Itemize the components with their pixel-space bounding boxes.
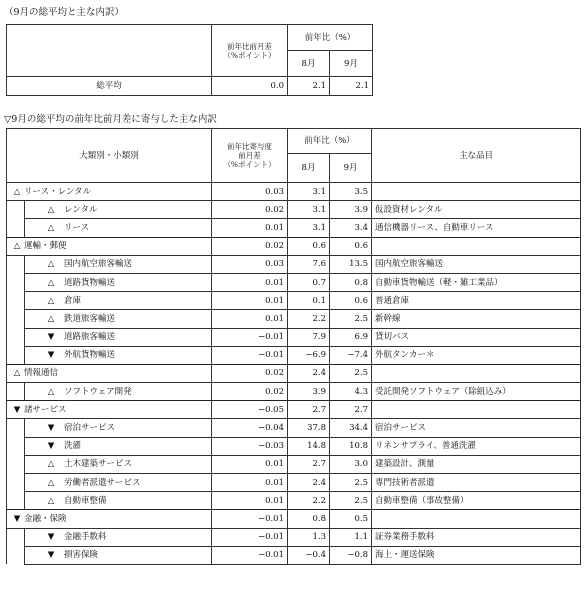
subcategory-row	[7, 328, 581, 346]
category-cell	[7, 183, 212, 201]
direction-mark: ▼	[47, 550, 55, 561]
header-diff: 前年比前月差 （%ポイント）	[212, 25, 288, 77]
contrib-value: 0.02	[212, 201, 288, 219]
sep-value: 4.3	[330, 383, 372, 401]
direction-mark: △	[47, 259, 55, 270]
category-cell	[7, 237, 212, 255]
direction-mark: ▼	[13, 404, 21, 415]
contrib-value: 0.03	[212, 255, 288, 273]
direction-mark: △	[47, 277, 55, 288]
subcategory-row	[7, 292, 581, 310]
subcategory-label: 倉庫	[64, 295, 82, 306]
main-items: 専門技術者派遣	[372, 474, 581, 492]
subcategory-cell	[25, 346, 212, 364]
sep-value: −7.4	[330, 346, 372, 364]
direction-mark: ▼	[47, 423, 55, 434]
header-contrib: 前年比寄与度 前月差 （%ポイント）	[212, 129, 288, 183]
subcategory-cell	[25, 255, 212, 273]
aug-value: 7.9	[288, 328, 330, 346]
subcategory-row	[7, 474, 581, 492]
subcategory-cell	[25, 455, 212, 473]
aug-value: −6.9	[288, 346, 330, 364]
main-items: 証券業務手数料	[372, 528, 581, 546]
subcategory-label: 宿泊サービス	[64, 423, 116, 434]
main-items: 宿泊サービス	[372, 419, 581, 437]
subcategory-cell	[25, 219, 212, 237]
category-row	[7, 401, 581, 419]
sep-value: 0.5	[330, 510, 372, 528]
subcategory-cell	[25, 328, 212, 346]
aug-value: 2.7	[288, 401, 330, 419]
contrib-value: −0.05	[212, 401, 288, 419]
subcategory-label: 国内航空旅客輸送	[64, 259, 133, 270]
subcategory-label: 鉄道旅客輸送	[64, 313, 116, 324]
aug-value: 2.4	[288, 364, 330, 382]
header-yoy: 前年比（%）	[288, 25, 373, 51]
header-aug: 8月	[288, 51, 330, 77]
subcategory-cell	[25, 310, 212, 328]
row-aug: 2.1	[288, 77, 330, 96]
subcategory-label: リース	[64, 222, 90, 233]
subcategory-cell	[25, 546, 212, 564]
direction-mark: △	[47, 459, 55, 470]
subcategory-row	[7, 419, 581, 437]
contrib-value: −0.01	[212, 346, 288, 364]
main-items: 通信機器リース、自動車リース	[372, 219, 581, 237]
subcategory-row	[7, 255, 581, 273]
subcategory-cell	[25, 437, 212, 455]
aug-value: 2.4	[288, 474, 330, 492]
main-items: 外航タンカー＊	[372, 346, 581, 364]
category-label: 金融・保険	[24, 513, 67, 524]
header-items: 主な品目	[372, 129, 581, 183]
category-row	[7, 510, 581, 528]
contrib-value: 0.01	[212, 492, 288, 510]
subcategory-row	[7, 437, 581, 455]
header-aug: 8月	[288, 154, 330, 183]
contrib-value: −0.03	[212, 437, 288, 455]
sep-value: 2.5	[330, 474, 372, 492]
subcategory-label: 金融手数料	[64, 532, 107, 543]
subcategory-cell	[25, 419, 212, 437]
direction-mark: △	[47, 495, 55, 506]
contrib-value: −0.01	[212, 546, 288, 564]
direction-mark: ▼	[13, 513, 21, 524]
main-items	[372, 364, 581, 382]
category-label: 運輸・郵便	[24, 241, 67, 252]
aug-value: −0.4	[288, 546, 330, 564]
subcategory-row	[7, 201, 581, 219]
direction-mark: △	[47, 386, 55, 397]
aug-value: 37.8	[288, 419, 330, 437]
sep-value: 2.5	[330, 364, 372, 382]
subcategory-label: 道路貨物輸送	[64, 277, 116, 288]
subcategory-label: 労働者派遣サービス	[64, 477, 141, 488]
subcategory-row	[7, 383, 581, 401]
contrib-value: −0.01	[212, 510, 288, 528]
aug-value: 3.1	[288, 201, 330, 219]
main-items: 新幹線	[372, 310, 581, 328]
aug-value: 14.8	[288, 437, 330, 455]
subcategory-cell	[25, 492, 212, 510]
category-label: 諸サービス	[24, 404, 67, 415]
main-items: 受託開発ソフトウェア（除組込み）	[372, 383, 581, 401]
contrib-value: 0.01	[212, 273, 288, 291]
sep-value: 13.5	[330, 255, 372, 273]
sep-value: 0.8	[330, 273, 372, 291]
main-items	[372, 237, 581, 255]
subcategory-row	[7, 346, 581, 364]
category-row	[7, 237, 581, 255]
header-category: 大類別・小類別	[7, 129, 212, 183]
direction-mark: △	[47, 295, 55, 306]
subcategory-label: 土木建築サービス	[64, 459, 133, 470]
header-sep: 9月	[330, 51, 373, 77]
contrib-value: 0.01	[212, 455, 288, 473]
aug-value: 1.3	[288, 528, 330, 546]
subcategory-label: 道路旅客輸送	[64, 332, 116, 343]
main-items	[372, 510, 581, 528]
contrib-value: 0.03	[212, 183, 288, 201]
main-items: リネンサプライ、普通洗濯	[372, 437, 581, 455]
direction-mark: △	[13, 241, 21, 252]
row-diff: 0.0	[212, 77, 288, 96]
main-items: 海上・運送保険	[372, 546, 581, 564]
subcategory-cell	[25, 292, 212, 310]
direction-mark: ▼	[47, 350, 55, 361]
subcategory-label: 外航貨物輸送	[64, 350, 116, 361]
contrib-value: −0.01	[212, 328, 288, 346]
subcategory-row	[7, 455, 581, 473]
main-items: 貸切バス	[372, 328, 581, 346]
row-label: 総平均	[7, 77, 212, 96]
header-yoy: 前年比（%）	[288, 129, 372, 154]
main-items: 国内航空旅客輸送	[372, 255, 581, 273]
subcategory-label: 自動車整備	[64, 495, 107, 506]
aug-value: 3.1	[288, 219, 330, 237]
direction-mark: △	[13, 186, 21, 197]
aug-value: 3.1	[288, 183, 330, 201]
sep-value: 34.4	[330, 419, 372, 437]
aug-value: 0.1	[288, 292, 330, 310]
subcategory-row	[7, 528, 581, 546]
overall-table	[6, 24, 373, 96]
sep-value: 10.8	[330, 437, 372, 455]
contrib-value: 0.01	[212, 219, 288, 237]
subcategory-label: ソフトウェア開発	[64, 386, 132, 397]
main-items: 自動車整備（事故整備）	[372, 492, 581, 510]
subcategory-row	[7, 492, 581, 510]
aug-value: 2.2	[288, 492, 330, 510]
direction-mark: ▼	[47, 532, 55, 543]
contrib-value: 0.02	[212, 237, 288, 255]
subcategory-label: レンタル	[64, 204, 98, 215]
sep-value: 0.6	[330, 237, 372, 255]
sep-value: −0.8	[330, 546, 372, 564]
category-cell	[7, 401, 212, 419]
contrib-value: 0.02	[212, 383, 288, 401]
aug-value: 3.9	[288, 383, 330, 401]
caption-contribution: ▽9月の総平均の前年比前月差に寄与した主な内訳	[4, 114, 217, 125]
subcategory-cell	[25, 201, 212, 219]
aug-value: 0.8	[288, 510, 330, 528]
category-cell	[7, 510, 212, 528]
contrib-value: 0.01	[212, 310, 288, 328]
sep-value: 2.7	[330, 401, 372, 419]
row-sep: 2.1	[330, 77, 373, 96]
caption-overall: （9月の総平均と主な内訳）	[4, 7, 125, 18]
direction-mark: △	[47, 222, 55, 233]
subcategory-row	[7, 273, 581, 291]
sep-value: 0.6	[330, 292, 372, 310]
header-sep: 9月	[330, 154, 372, 183]
subcategory-cell	[25, 528, 212, 546]
subcategory-row	[7, 310, 581, 328]
main-items: 仮設資材レンタル	[372, 201, 581, 219]
sep-value: 6.9	[330, 328, 372, 346]
direction-mark: ▼	[47, 441, 55, 452]
direction-mark: △	[47, 313, 55, 324]
main-items	[372, 183, 581, 201]
aug-value: 2.7	[288, 455, 330, 473]
sep-value: 3.5	[330, 183, 372, 201]
contrib-value: 0.01	[212, 292, 288, 310]
category-label: 情報通信	[24, 368, 59, 379]
direction-mark: △	[47, 477, 55, 488]
contribution-table	[6, 128, 581, 565]
category-row	[7, 183, 581, 201]
subcategory-label: 損害保険	[64, 550, 99, 561]
subcategory-cell	[25, 474, 212, 492]
sep-value: 3.4	[330, 219, 372, 237]
sep-value: 1.1	[330, 528, 372, 546]
subcategory-label: 洗濯	[64, 441, 82, 452]
sep-value: 2.5	[330, 310, 372, 328]
category-cell	[7, 364, 212, 382]
main-items: 普通倉庫	[372, 292, 581, 310]
subcategory-row	[7, 546, 581, 564]
main-items: 建築設計、測量	[372, 455, 581, 473]
subcategory-cell	[25, 383, 212, 401]
sep-value: 3.0	[330, 455, 372, 473]
aug-value: 2.2	[288, 310, 330, 328]
subcategory-cell	[25, 273, 212, 291]
sep-value: 2.5	[330, 492, 372, 510]
direction-mark: △	[47, 204, 55, 215]
aug-value: 0.6	[288, 237, 330, 255]
main-items	[372, 401, 581, 419]
category-label: リース・レンタル	[24, 186, 92, 197]
direction-mark: ▼	[47, 332, 55, 343]
main-items: 自動車貨物輸送（軽・雑工業品）	[372, 273, 581, 291]
aug-value: 0.7	[288, 273, 330, 291]
contrib-value: 0.02	[212, 364, 288, 382]
subcategory-row	[7, 219, 581, 237]
direction-mark: △	[13, 368, 21, 379]
contrib-value: 0.01	[212, 474, 288, 492]
contrib-value: −0.01	[212, 528, 288, 546]
aug-value: 7.6	[288, 255, 330, 273]
category-row	[7, 364, 581, 382]
contrib-value: −0.04	[212, 419, 288, 437]
sep-value: 3.9	[330, 201, 372, 219]
